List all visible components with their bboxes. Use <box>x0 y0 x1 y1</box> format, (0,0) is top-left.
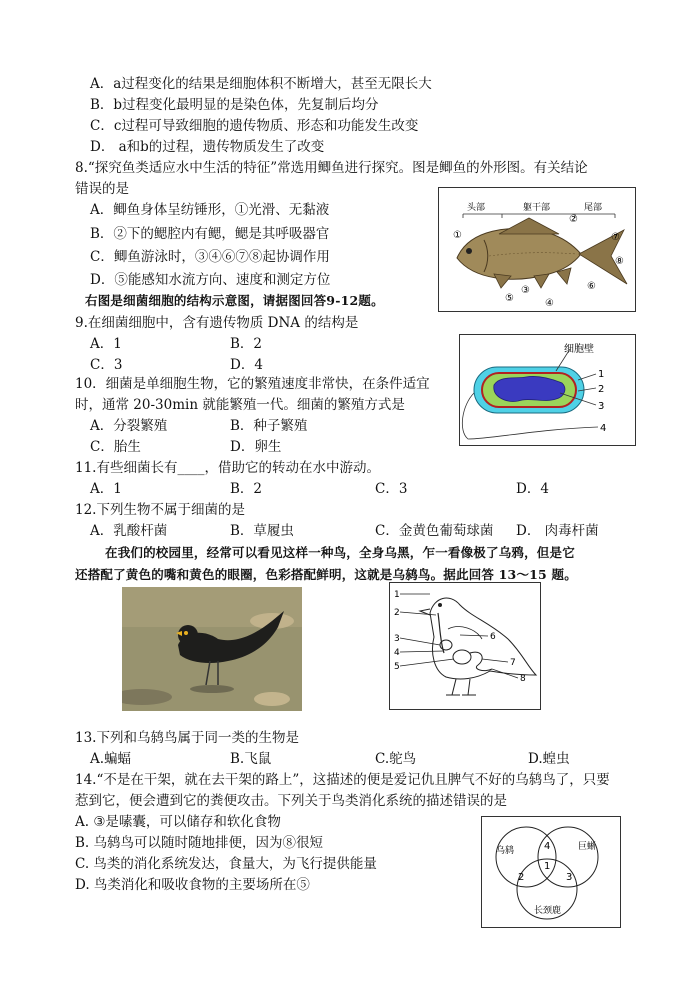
bird-outline-shape <box>430 598 536 679</box>
q9-option-d: D．4 <box>230 357 263 373</box>
q11-option-d: D．4 <box>516 481 549 497</box>
cell-wall-label: 细胞壁 <box>564 344 594 355</box>
bacteria-num-2: 2 <box>598 384 605 395</box>
q14-option-a: A. ③是嗉囊，可以储存和软化食物 <box>75 814 281 830</box>
q14-stem-line1: 14.“不是在干架，就在去干架的路上”，这描述的便是爱记仇且脾气不好的乌鸫鸟了，只要 <box>75 772 610 788</box>
q8-option-c: C．鲫鱼游泳时，③④⑥⑦⑧起协调作用 <box>90 249 330 265</box>
q12-option-c: C．金黄色葡萄球菌 <box>375 523 494 539</box>
q14-option-b: B. 乌鸫鸟可以随时随地排便，因为⑧很短 <box>75 835 324 851</box>
q10-option-c: C．胎生 <box>90 439 141 455</box>
q11-option-c: C．3 <box>375 481 408 497</box>
fish-num-2: ② <box>569 214 578 225</box>
q10-option-d: D．卵生 <box>230 439 282 455</box>
q12-option-d: D． 肉毒杆菌 <box>516 523 599 539</box>
q9-stem: 9.在细菌细胞中，含有遗传物质 DNA 的结构是 <box>75 315 359 331</box>
bacteria-num-3: 3 <box>598 401 605 412</box>
q7-option-d: D． a和b的过程，遗传物质发生了改变 <box>90 139 325 155</box>
bird-num-2: 2 <box>394 608 400 618</box>
q13-option-b: B.飞鼠 <box>230 751 272 767</box>
bacteria-diagram <box>460 335 635 445</box>
q7-option-c: C．c过程可导致细胞的遗传物质、形态和功能发生改变 <box>90 118 419 134</box>
q10-option-a: A．分裂繁殖 <box>90 418 168 434</box>
q9-option-b: B．2 <box>230 336 263 352</box>
fish-diagram <box>439 188 635 311</box>
fish-label-head: 头部 <box>467 203 486 213</box>
q8-option-b: B．②下的鳃腔内有鳃，鳃是其呼吸器官 <box>90 226 330 242</box>
q12-stem: 12.下列生物不属于细菌的是 <box>75 502 245 518</box>
q14-option-c: C. 鸟类的消化系统发达，食量大，为飞行提供能量 <box>75 856 377 872</box>
bacteria-num-1: 1 <box>598 369 605 380</box>
bird-intro-line1: 在我们的校园里，经常可以看见这样一种鸟，全身乌黑，乍一看像极了乌鸦，但是它 <box>105 545 575 560</box>
venn-label-blackbird: 乌鸫 <box>496 846 515 856</box>
bird-num-6: 6 <box>490 632 496 642</box>
bacteria-figure <box>459 334 636 446</box>
q11-stem: 11.有些细菌长有____，借助它的转动在水中游动。 <box>75 460 380 476</box>
q7-option-b: B．b过程变化最明显的是染色体，先复制后均分 <box>90 97 379 113</box>
fish-num-6: ⑥ <box>587 281 596 292</box>
bird-num-7: 7 <box>510 658 516 668</box>
q10-stem-line1: 10．细菌是单细胞生物，它的繁殖速度非常快，在条件适宜 <box>75 376 430 392</box>
fish-num-7: ⑦ <box>611 232 620 243</box>
fish-num-3: ③ <box>521 285 530 296</box>
q9-option-c: C．3 <box>90 357 123 373</box>
fish-figure <box>438 187 636 312</box>
q8-stem-line2: 错误的是 <box>75 181 129 197</box>
fish-num-5: ⑤ <box>505 293 514 304</box>
venn-region-2: 2 <box>518 872 525 883</box>
nucleoid-shape <box>494 376 565 401</box>
q10-option-b: B．种子繁殖 <box>230 418 308 434</box>
venn-region-4: 4 <box>544 841 551 852</box>
bird-num-4: 4 <box>394 648 400 658</box>
q13-stem: 13.下列和乌鸫鸟属于同一类的生物是 <box>75 730 299 746</box>
q10-stem-line2: 时，通常 20-30min 就能繁殖一代。细菌的繁殖方式是 <box>75 397 405 413</box>
blackbird-photo <box>122 587 302 711</box>
q14-stem-line2: 惹到它，便会遭到它的粪便攻击。下列关于鸟类消化系统的描述错误的是 <box>75 793 507 809</box>
q11-option-b: B．2 <box>230 481 263 497</box>
q8-option-a: A．鲫鱼身体呈纺锤形，①光滑、无黏液 <box>90 202 330 218</box>
venn-label-lizard: 巨蜥 <box>578 842 597 852</box>
bird-num-3: 3 <box>394 634 400 644</box>
bird-anatomy-figure <box>389 582 541 710</box>
fish-label-trunk: 躯干部 <box>523 203 551 213</box>
fish-label-tail: 尾部 <box>584 203 603 213</box>
fish-num-8: ⑧ <box>615 256 624 267</box>
venn-diagram <box>482 817 620 927</box>
q12-option-b: B．草履虫 <box>230 523 294 539</box>
q11-option-a: A．1 <box>90 481 122 497</box>
bacteria-num-4: 4 <box>600 423 607 434</box>
q9-option-a: A．1 <box>90 336 122 352</box>
q7-option-a: A．a过程变化的结果是细胞体积不断增大，甚至无限长大 <box>90 76 432 92</box>
venn-region-1: 1 <box>544 861 551 872</box>
q8-option-d: D．⑤能感知水流方向、速度和测定方位 <box>90 272 331 288</box>
bird-num-8: 8 <box>520 674 526 684</box>
dorsal-fin-shape <box>499 218 559 234</box>
bird-intro-line2: 还搭配了黄色的嘴和黄色的眼圈，色彩搭配鲜明，这就是乌鸫鸟。据此回答 13～15 题。 <box>75 567 577 582</box>
venn-figure <box>481 816 621 928</box>
bacteria-intro: 右图是细菌细胞的结构示意图，请据图回答9-12题。 <box>85 293 384 308</box>
bird-num-1: 1 <box>394 590 400 600</box>
fish-num-1: ① <box>453 230 462 241</box>
q14-option-d: D. 鸟类消化和吸收食物的主要场所在⑤ <box>75 877 310 893</box>
venn-region-3: 3 <box>566 872 573 883</box>
fish-num-4: ④ <box>545 298 554 309</box>
fish-eye-shape <box>466 248 472 254</box>
q13-option-c: C.鸵鸟 <box>375 751 417 767</box>
q12-option-a: A．乳酸杆菌 <box>90 523 168 539</box>
venn-label-giraffe: 长颈鹿 <box>534 906 562 916</box>
q13-option-d: D.蝗虫 <box>528 751 570 767</box>
bird-anatomy-diagram <box>390 583 540 709</box>
q8-stem-line1: 8.“探究鱼类适应水中生活的特征”常选用鲫鱼进行探究。图是鲫鱼的外形图。有关结论 <box>75 160 588 176</box>
bird-num-5: 5 <box>394 662 400 672</box>
q13-option-a: A.蝙蝠 <box>90 751 132 767</box>
